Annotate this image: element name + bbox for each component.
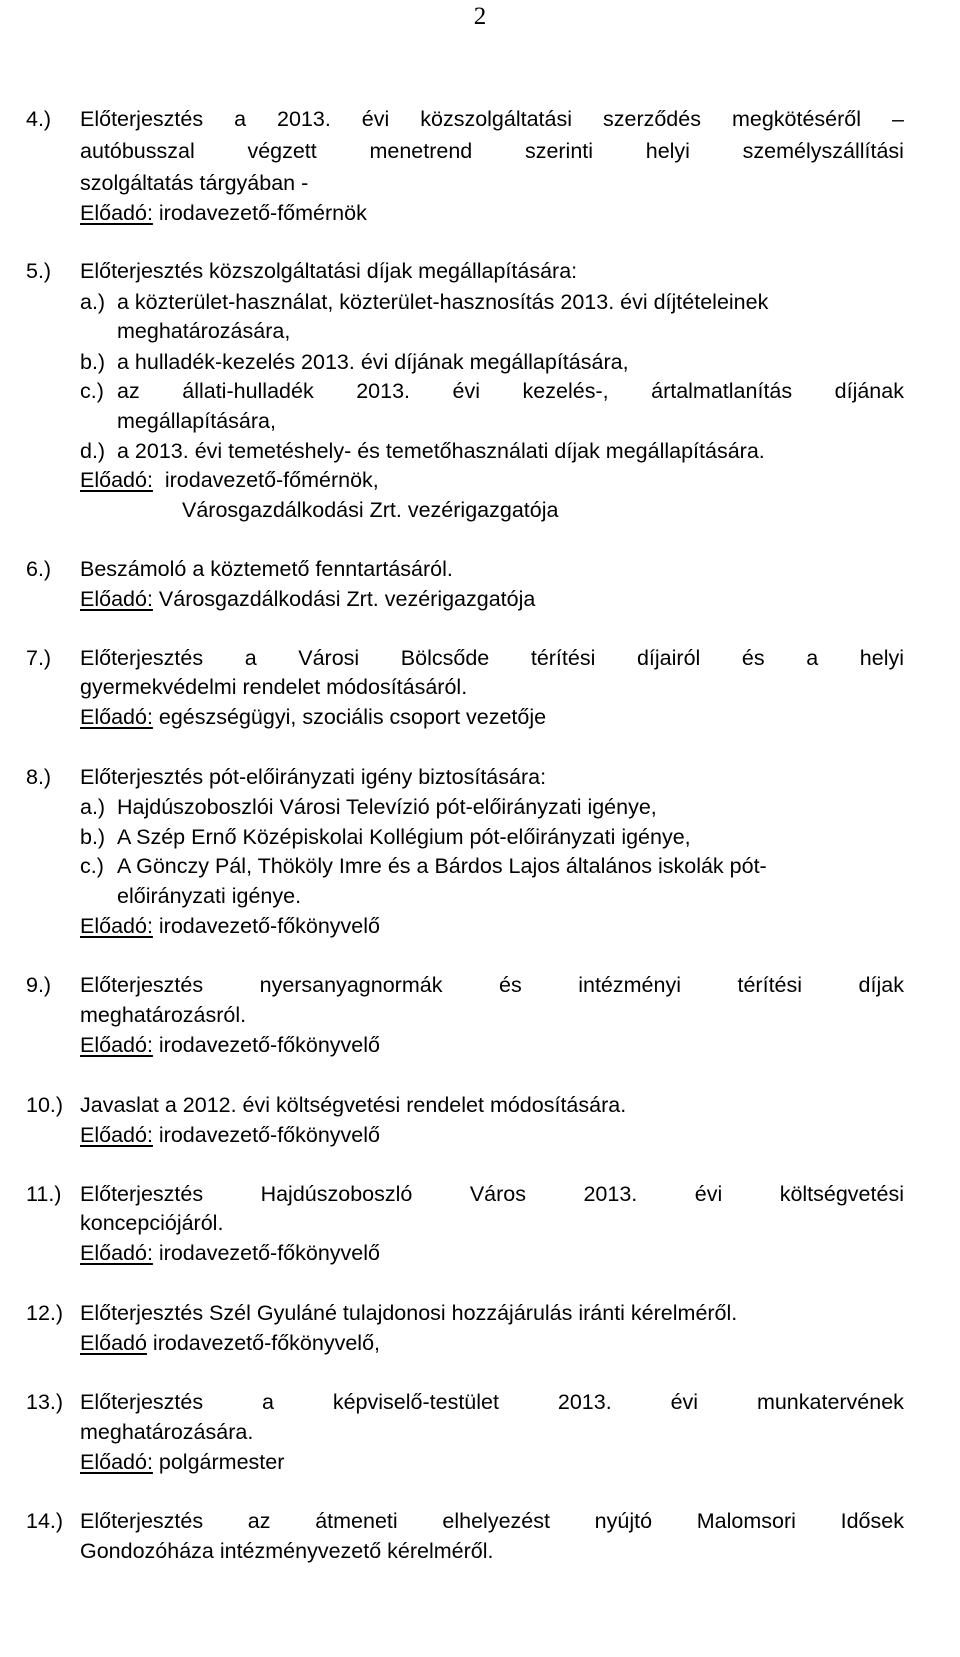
item-number: 8.): [26, 765, 52, 789]
sub-text: a 2013. évi temetéshely- és temetőhasználati díjak megállapítására.: [117, 439, 765, 463]
word: díjairól: [636, 646, 701, 670]
word: átmeneti: [315, 1509, 398, 1533]
item-title: Beszámoló a köztemető fenntartásáról.: [80, 557, 453, 581]
sub-text: A Szép Ernő Középiskolai Kollégium pót-előirányzati igénye,: [117, 825, 691, 849]
word: személyszállítási: [742, 139, 904, 163]
sub-text: a közterület-használat, közterület-hasznosítás 2013. évi díjtételeinek: [117, 290, 769, 314]
word: kezelés-,: [522, 379, 609, 403]
sub-letter: c.): [80, 379, 104, 403]
presenter-name-cont: Városgazdálkodási Zrt. vezérigazgatója: [182, 498, 559, 522]
sub-letter: d.): [80, 439, 106, 463]
item-title: Előterjesztés Szél Gyuláné tulajdonosi hozzájárulás iránti kérelméről.: [80, 1301, 738, 1325]
sub-text: A Gönczy Pál, Thököly Imre és a Bárdos Lajos általános iskolák pót-: [117, 854, 767, 878]
word: Bölcsőde: [400, 646, 490, 670]
sub-letter: c.): [80, 854, 104, 878]
word: térítési: [737, 973, 803, 997]
presenter-line: [80, 1330, 380, 1356]
item-title: [80, 1181, 904, 1207]
item-title: Előterjesztés pót-előirányzati igény biztosítására:: [80, 765, 547, 789]
presenter-label: Előadó:: [80, 705, 153, 729]
word: helyi: [859, 646, 904, 670]
sub-text: a hulladék-kezelés 2013. évi díjának megállapítására,: [117, 350, 629, 374]
word: állati-hulladék: [182, 379, 314, 403]
word: 2013.: [583, 1182, 638, 1206]
word: Városi: [298, 646, 360, 670]
word: évi: [670, 1390, 699, 1414]
sub-letter: b.): [80, 825, 106, 849]
item-title: [80, 1389, 904, 1415]
word: helyi: [645, 139, 690, 163]
word: a: [261, 1390, 274, 1414]
sub-letter: a.): [80, 290, 106, 314]
sub-letter: a.): [80, 795, 106, 819]
word: megkötéséről: [731, 107, 862, 131]
word: Előterjesztés: [80, 1390, 204, 1414]
presenter-name: irodavezető-főmérnök,: [152, 468, 379, 492]
presenter-line: [80, 1122, 380, 1148]
word: évi: [452, 379, 481, 403]
item-number: 14.): [26, 1509, 64, 1533]
word: autóbusszal: [80, 139, 195, 163]
sub-text: Hajdúszoboszlói Városi Televízió pót-előirányzati igénye,: [117, 795, 657, 819]
presenter-label: Előadó:: [80, 1033, 153, 1057]
item-number: 4.): [26, 107, 52, 131]
item-number: 7.): [26, 646, 52, 670]
word: és: [741, 646, 765, 670]
presenter-name: egészségügyi, szociális csoport vezetője: [152, 705, 547, 729]
item-title-cont: [80, 138, 904, 164]
presenter-label: Előadó:: [80, 1123, 153, 1147]
word: 2013.: [557, 1390, 612, 1414]
item-title-cont: szolgáltatás tárgyában -: [80, 171, 309, 195]
word: Előterjesztés: [80, 107, 204, 131]
presenter-line: [80, 1449, 284, 1475]
sub-letter: b.): [80, 350, 106, 374]
presenter-line: [80, 1240, 380, 1266]
item-number: 12.): [26, 1301, 64, 1325]
sub-text-cont: előirányzati igénye.: [117, 884, 302, 908]
word: a: [806, 646, 819, 670]
word: Előterjesztés: [80, 1509, 204, 1533]
word: a: [244, 646, 257, 670]
item-title: [80, 106, 904, 132]
word: végzett: [247, 139, 317, 163]
word: évi: [361, 107, 390, 131]
presenter-label: Előadó:: [80, 914, 153, 938]
presenter-name: irodavezető-főkönyvelő: [152, 1241, 380, 1265]
presenter-line: [80, 1032, 380, 1058]
word: térítési: [530, 646, 596, 670]
presenter-name: polgármester: [152, 1450, 285, 1474]
word: az: [247, 1509, 271, 1533]
presenter-label: Előadó: [80, 1331, 147, 1355]
item-title: Előterjesztés közszolgáltatási díjak megállapítására:: [80, 259, 578, 283]
word: intézményi: [578, 973, 681, 997]
presenter-name: Városgazdálkodási Zrt. vezérigazgatója: [152, 587, 536, 611]
item-title: [80, 972, 904, 998]
item-number: 11.): [26, 1182, 62, 1206]
item-number: 10.): [26, 1093, 64, 1117]
word: Malomsori: [696, 1509, 796, 1533]
presenter-line: [80, 200, 367, 226]
sub-text-cont: meghatározására,: [117, 319, 291, 343]
item-title-cont: koncepciójáról.: [80, 1211, 224, 1235]
presenter-line: [80, 913, 380, 939]
item-title-cont: meghatározásról.: [80, 1003, 247, 1027]
presenter-label: Előadó:: [80, 1241, 153, 1265]
page-number: 2: [473, 3, 487, 30]
presenter-name: irodavezető-főkönyvelő: [152, 1033, 380, 1057]
item-number: 9.): [26, 973, 52, 997]
word: Idősek: [840, 1509, 904, 1533]
item-title: Javaslat a 2012. évi költségvetési rendelet módosítására.: [80, 1093, 627, 1117]
word: és: [498, 973, 522, 997]
item-title-cont: gyermekvédelmi rendelet módosításáról.: [80, 675, 468, 699]
word: munkatervének: [756, 1390, 904, 1414]
presenter-label: Előadó:: [80, 468, 153, 492]
presenter-line: [80, 586, 535, 612]
presenter-name: irodavezető-főmérnök: [152, 201, 367, 225]
word: Hajdúszoboszló: [260, 1182, 413, 1206]
sub-text: [117, 378, 904, 404]
word: 2013.: [356, 379, 411, 403]
word: Város: [469, 1182, 526, 1206]
item-title: [80, 1508, 904, 1534]
item-title-cont: meghatározására.: [80, 1420, 254, 1444]
presenter-line: [80, 467, 379, 493]
word: 2013.: [277, 107, 331, 131]
presenter-label: Előadó:: [80, 201, 153, 225]
item-title-cont: Gondozóháza intézményvezető kérelméről.: [80, 1539, 494, 1563]
presenter-label: Előadó:: [80, 1450, 153, 1474]
presenter-name: irodavezető-főkönyvelő: [152, 914, 380, 938]
word: évi: [694, 1182, 723, 1206]
word: közszolgáltatási: [420, 107, 573, 131]
word: Előterjesztés: [80, 646, 204, 670]
word: Előterjesztés: [80, 973, 204, 997]
word: ártalmatlanítás: [651, 379, 793, 403]
presenter-name: irodavezető-főkönyvelő: [152, 1123, 380, 1147]
word: a: [234, 107, 247, 131]
word: nyersanyagnormák: [259, 973, 443, 997]
word: Előterjesztés: [80, 1182, 204, 1206]
word: díjának: [834, 379, 904, 403]
word: az: [117, 379, 140, 403]
word: díjak: [858, 973, 904, 997]
presenter-label: Előadó:: [80, 587, 153, 611]
word: költségvetési: [779, 1182, 904, 1206]
item-number: 5.): [26, 259, 52, 283]
word: –: [892, 107, 904, 131]
presenter-name: irodavezető-főkönyvelő,: [146, 1331, 380, 1355]
item-number: 6.): [26, 557, 52, 581]
sub-text-cont: megállapítására,: [117, 409, 276, 433]
item-number: 13.): [26, 1390, 64, 1414]
word: szerinti: [524, 139, 594, 163]
word: képviselő-testület: [332, 1390, 499, 1414]
word: menetrend: [369, 139, 473, 163]
item-title: [80, 645, 904, 671]
word: elhelyezést: [442, 1509, 550, 1533]
word: szerződés: [602, 107, 701, 131]
presenter-line: [80, 704, 546, 730]
word: nyújtó: [594, 1509, 653, 1533]
